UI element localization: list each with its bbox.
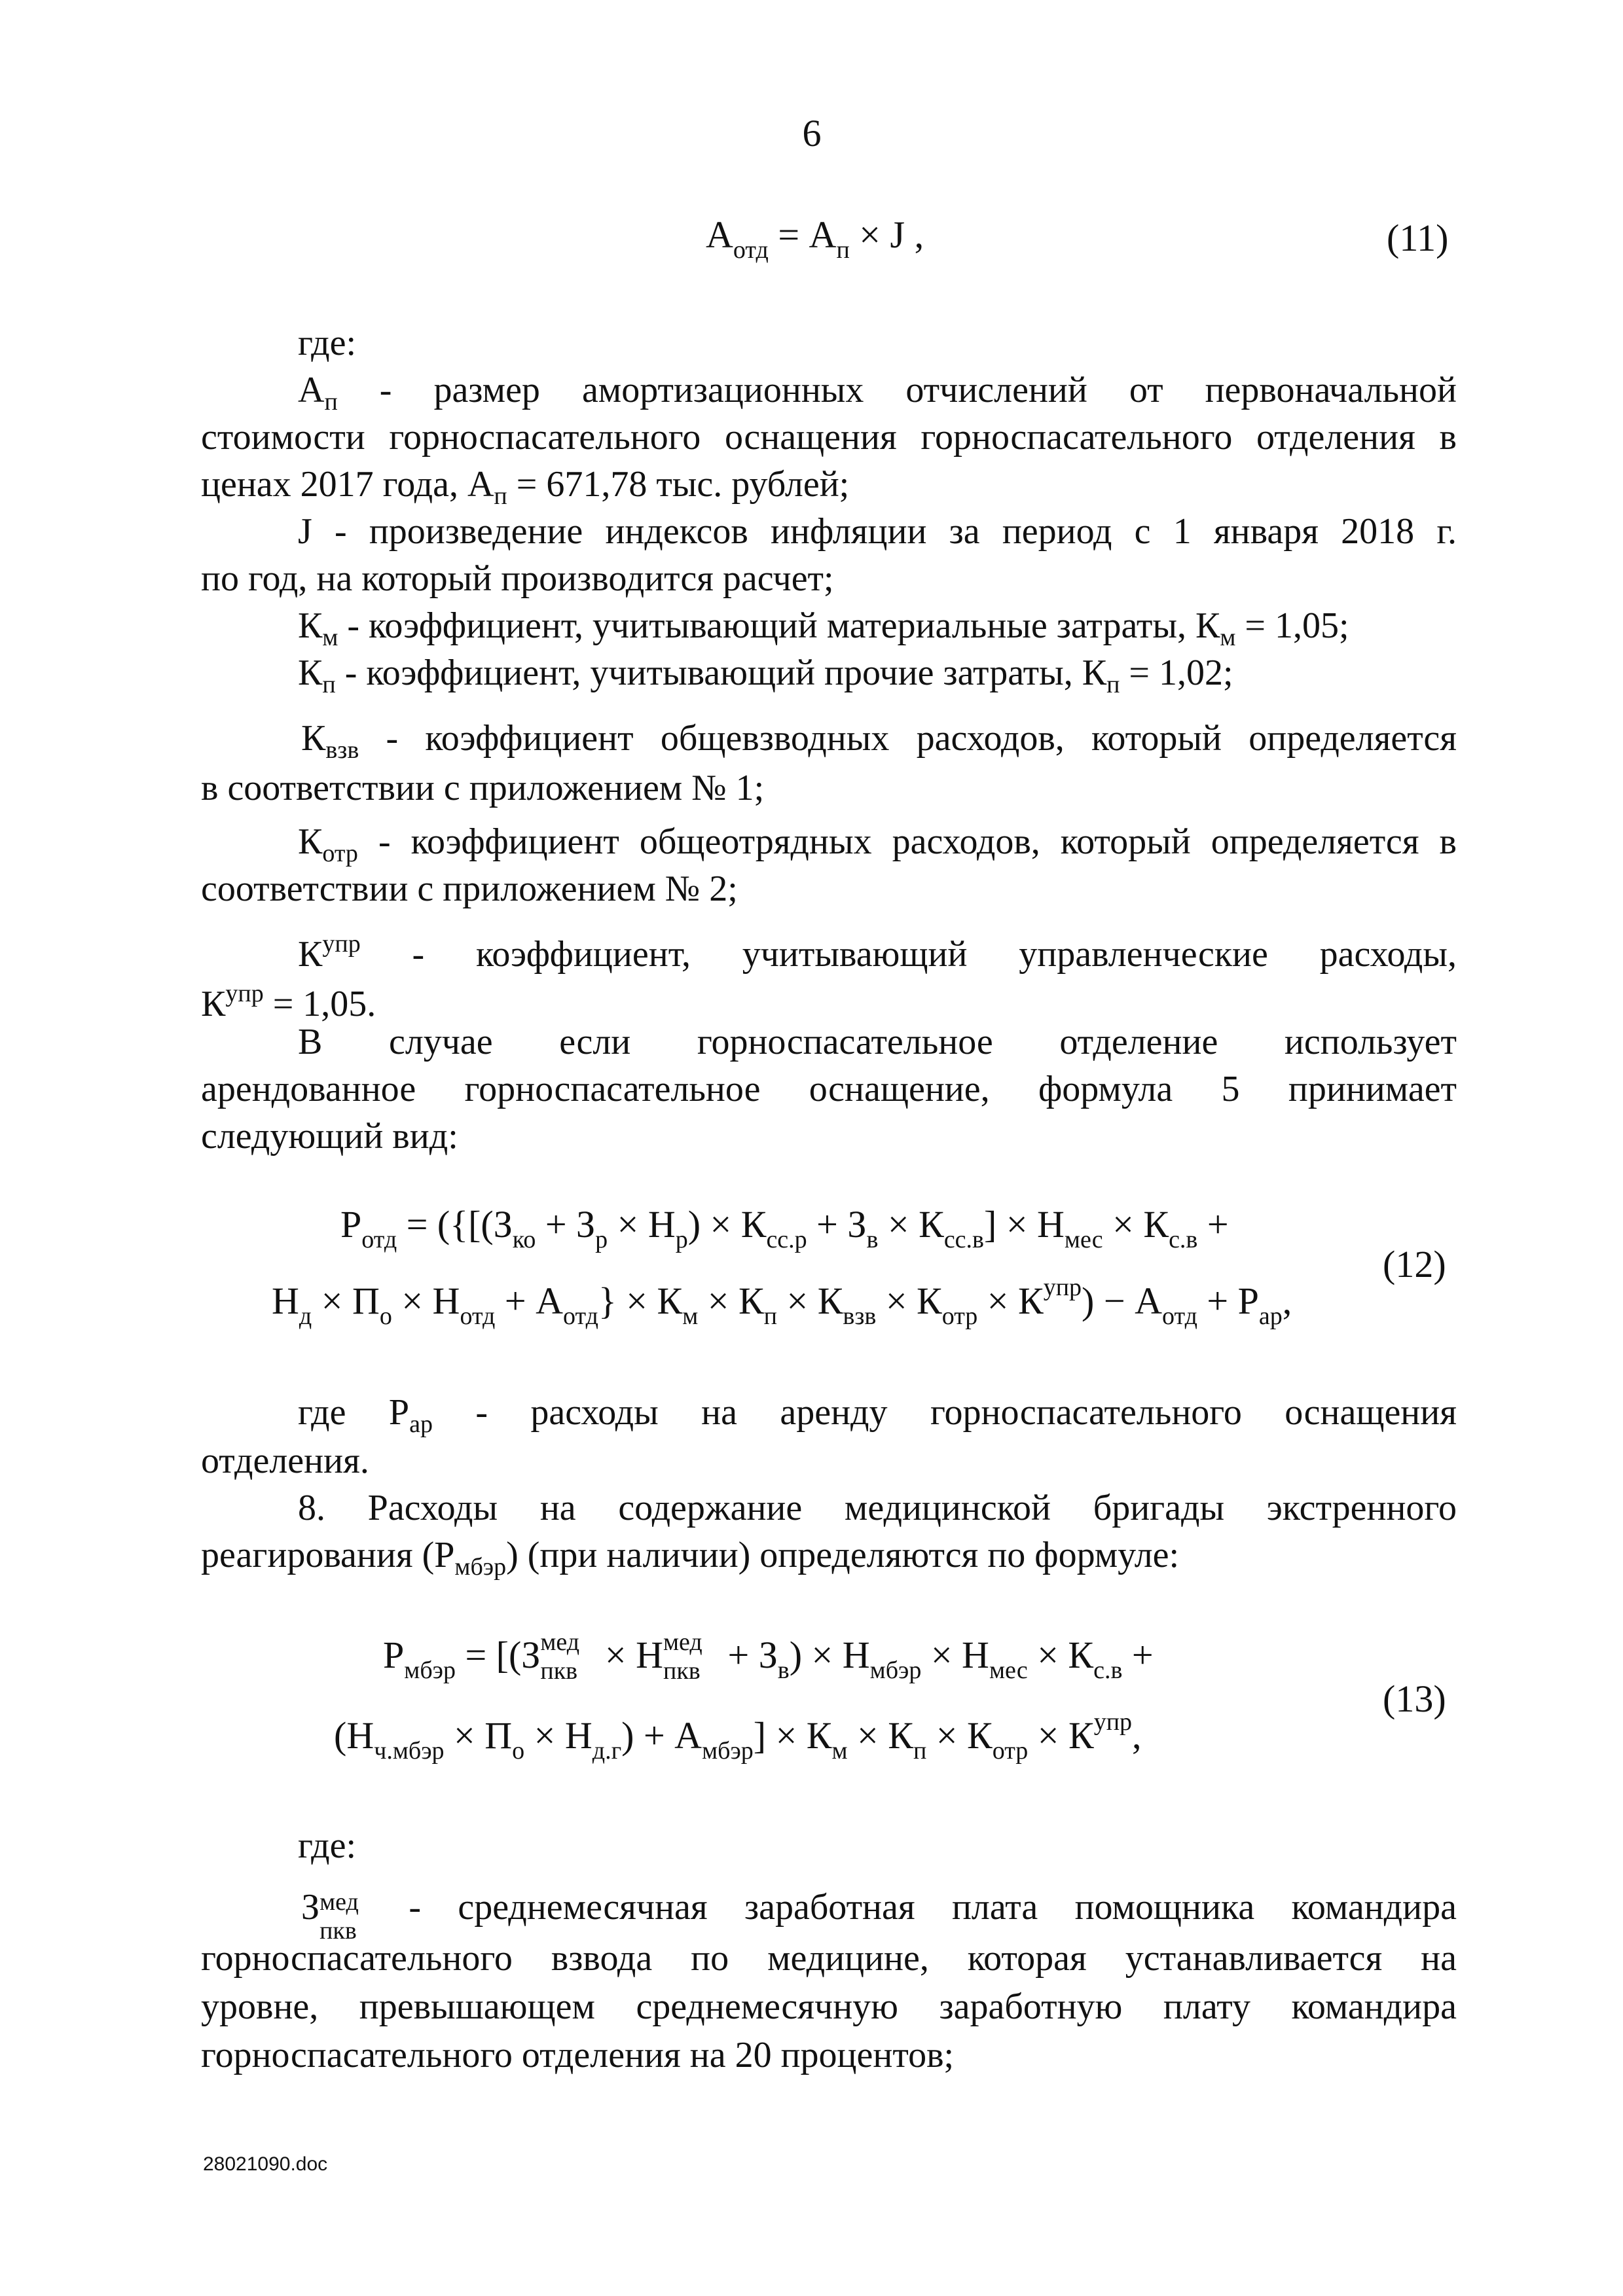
para-8-line2: реагирования $(Р_{мбэр})$ (при наличии) определяются по формуле: [201,1535,1180,1581]
legend-where-1: где: [298,323,357,363]
legend-j-line2: по год, на который производится расчет; [201,558,834,599]
formula-11: $А_{отд} = А_п \times J$ , [706,213,924,264]
formula-13-line1: $Р_{мбэр} = [(З$ мед пкв × Н мед пкв + $З_в) \times Н_{мбэр} \times Н_{мес} \times К_{с.в}$ + [383,1628,1154,1685]
formula-12-line1: $Р_{отд} = (\{[(З_{ко} + З_р \times Н_р) \times К_{сс.р} + З_в \times К_{сс.в}] \times Н_{мес} \times К_{с.в}$ + [340,1203,1229,1253]
legend-km: $К_м$ - коэффициент, учитывающий материальные затраты, $К_м = 1,05$; [298,605,1349,651]
para-rent-line1: В случае если горноспасательное отделение использует [298,1022,1457,1062]
formula-13-number: (13) [1383,1677,1446,1720]
legend-where-3: где: [298,1825,357,1866]
legend-kp: $К_п$ - коэффициент, учитывающий прочие затраты, $К_п = 1,02$; [298,653,1233,698]
para-rent-line2: арендованное горноспасательное оснащение, формула 5 принимает [201,1069,1457,1109]
legend-kvzv-line2: в соответствии с приложением № 1; [201,768,765,808]
para-rent-line3: следующий вид: [201,1116,458,1157]
legend-ap-line1: $А_п$ - размер амортизационных отчислений от первоначальной [298,370,1457,416]
footer-file-name: 28021090.doc [203,2153,328,2175]
legend-zpkv-line2: горноспасательного взвода по медицине, которая устанавливается на [201,1938,1457,1979]
page-number: 6 [802,112,822,154]
formula-12-number: (12) [1383,1243,1446,1285]
legend-ap-line2: стоимости горноспасательного оснащения горноспасательного отделения в [201,417,1457,457]
legend-ap-line3: ценах 2017 года, $А_п = 671,78$ тыс. рублей; [201,464,850,510]
legend-kotr-line1: $К_{отр}$ - коэффициент общеотрядных расходов, который определяется в [298,821,1457,867]
legend-kupr-line2: $К^{упр} = 1,05$. [201,980,376,1024]
para-8-line1: 8. Расходы на содержание медицинской бригады экстренного [298,1488,1457,1528]
formula-13-line2: $(Н_{ч.мбэр} \times П_о \times Н_{д.г}) + А_{мбэр}] \times К_м \times К_п \times К_{отр} \times К^{упр}$, [334,1708,1142,1765]
legend-j-line1: J - произведение индексов инфляции за период с 1 января 2018 г. [298,511,1457,552]
legend-kvzv-line1: $К_{взв}$ - коэффициент общевзводных расходов, который определяется [301,718,1457,764]
legend-rar-line2: отделения. [201,1441,369,1481]
legend-kotr-line2: соответствии с приложением № 2; [201,869,738,909]
legend-kupr-line1: $К^{упр}$ - коэффициент, учитывающий управленческие расходы, [298,930,1457,975]
legend-zpkv-line4: горноспасательного отделения на 20 процентов; [201,2035,955,2075]
formula-11-number: (11) [1387,217,1449,259]
legend-zpkv-line3: уровне, превышающем среднемесячную заработную плату командира [201,1986,1457,2027]
legend-rar-line1: где $Р_{ар}$ - расходы на аренду горноспасательного оснащения [298,1392,1457,1438]
formula-12-line2: $Н_д \times П_о \times Н_{отд} + А_{отд}\} \times К_м \times К_п \times К_{взв} \times К_{отр} \times К^{упр}) - А_{отд} + Р_{ар}$, [272,1274,1292,1330]
legend-zpkv-line1: З мед пкв - среднемесячная заработная плата помощника командира [301,1887,1457,1945]
